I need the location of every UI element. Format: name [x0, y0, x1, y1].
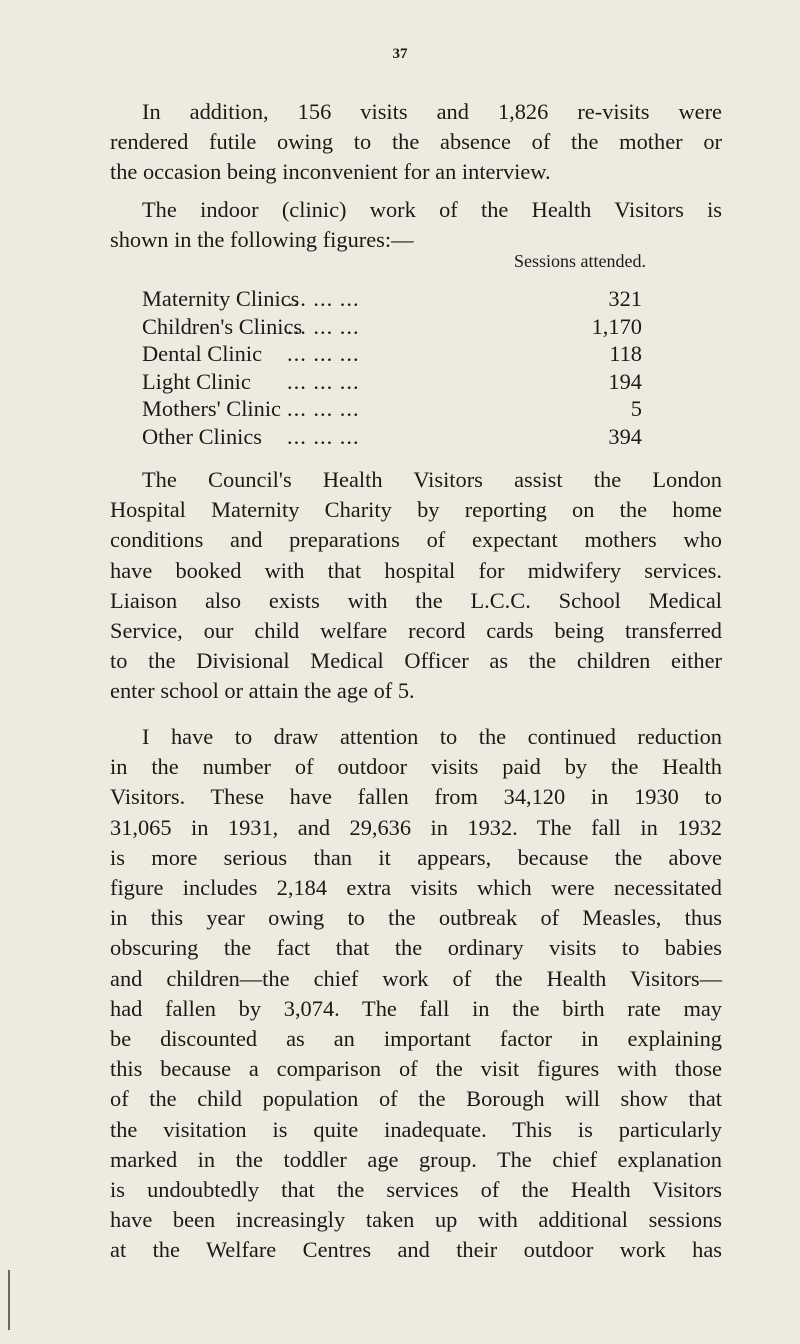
dot-leader: ... ... ...: [287, 313, 360, 339]
text-line: the occasion being inconvenient for an interview.: [110, 159, 551, 185]
text-line: Visitors. These have fallen from 34,120 in 1930 to: [110, 784, 722, 810]
text-line: figure includes 2,184 extra visits which were necessitated: [110, 875, 722, 901]
text-line: in the number of outdoor visits paid by the Health: [110, 754, 722, 780]
text-line: the visitation is quite inadequate. This is particularly: [110, 1116, 722, 1142]
text-line: to the Divisional Medical Officer as the children either: [110, 648, 722, 674]
text-line: in this year owing to the outbreak of Measles, thus: [110, 905, 722, 931]
dot-leader: ... ... ...: [287, 423, 360, 449]
clinic-name: Other Clinics: [142, 423, 263, 449]
text-line: marked in the toddler age group. The chief explanation: [110, 1146, 722, 1172]
text-line: and children—the chief work of the Health Visitors—: [110, 965, 722, 991]
text-line: this because a comparison of the visit figures with those: [110, 1056, 722, 1082]
table-row: [142, 340, 642, 368]
table-row: [142, 395, 642, 423]
text-line: had fallen by 3,074. The fall in the birth rate may: [110, 995, 722, 1021]
text-line: The Council's Health Visitors assist the London: [142, 467, 722, 492]
sessions-value: 1,170: [591, 313, 642, 339]
clinic-name: Maternity Clinics: [142, 286, 300, 311]
paragraph-clinic-intro: [110, 195, 722, 255]
clinic-name: Children's Clinics: [142, 313, 303, 339]
clinic-name: Dental Clinic: [142, 341, 263, 367]
page-number: 37: [392, 46, 408, 62]
text-line: be discounted as an important factor in explaining: [110, 1026, 722, 1052]
sessions-value: 321: [608, 286, 642, 311]
dot-leader: ... ... ...: [287, 368, 360, 394]
text-line: Hospital Maternity Charity by reporting on the home: [110, 497, 722, 523]
text-line: have booked with that hospital for midwifery services.: [110, 557, 722, 583]
clinic-sessions-table: [142, 285, 642, 451]
sessions-value: 118: [609, 341, 642, 367]
clinic-name: Light Clinic: [142, 368, 251, 394]
sessions-value: 5: [630, 396, 642, 422]
text-line: Liaison also exists with the L.C.C. School Medical: [110, 587, 722, 613]
table-row: [142, 285, 642, 313]
text-line: have been increasingly taken up with additional sessions: [110, 1207, 722, 1233]
text-line: is more serious than it appears, because the above: [110, 844, 722, 870]
text-line: is undoubtedly that the services of the Health Visitors: [110, 1177, 722, 1203]
text-line: at the Welfare Centres and their outdoor work has: [110, 1237, 722, 1263]
text-line: obscuring the fact that the ordinary visits to babies: [110, 935, 722, 961]
text-line: Service, our child welfare record cards being transferred: [110, 618, 722, 644]
paragraph-revisits: [110, 97, 722, 188]
sessions-value: 194: [608, 368, 642, 394]
sessions-column-header: Sessions attended.: [514, 251, 646, 271]
text-line: rendered futile owing to the absence of the mother or: [110, 129, 722, 155]
table-row: [142, 423, 642, 451]
text-line: conditions and preparations of expectant mothers who: [110, 527, 722, 553]
margin-mark: [8, 1270, 10, 1330]
table-row: [142, 368, 642, 396]
dot-leader: ... ... ...: [287, 341, 360, 367]
text-line: shown in the following figures:—: [110, 227, 414, 253]
dot-leader: ... ... ...: [287, 396, 360, 422]
text-line: 31,065 in 1931, and 29,636 in 1932. The fall in 1932: [110, 814, 722, 840]
text-line: In addition, 156 visits and 1,826 re-visits were: [142, 99, 722, 124]
text-line: I have to draw attention to the continued reduction: [142, 724, 722, 749]
paragraph-outdoor-visits: [110, 722, 722, 1266]
paragraph-health-visitors: [110, 465, 722, 707]
clinic-name: Mothers' Clinic: [142, 396, 281, 422]
text-line: of the child population of the Borough will show that: [110, 1086, 722, 1112]
table-row: [142, 313, 642, 341]
text-line: The indoor (clinic) work of the Health Visitors is: [142, 197, 722, 222]
dot-leader: ... ... ...: [287, 286, 360, 311]
text-line: enter school or attain the age of 5.: [110, 678, 415, 704]
sessions-value: 394: [608, 423, 642, 449]
